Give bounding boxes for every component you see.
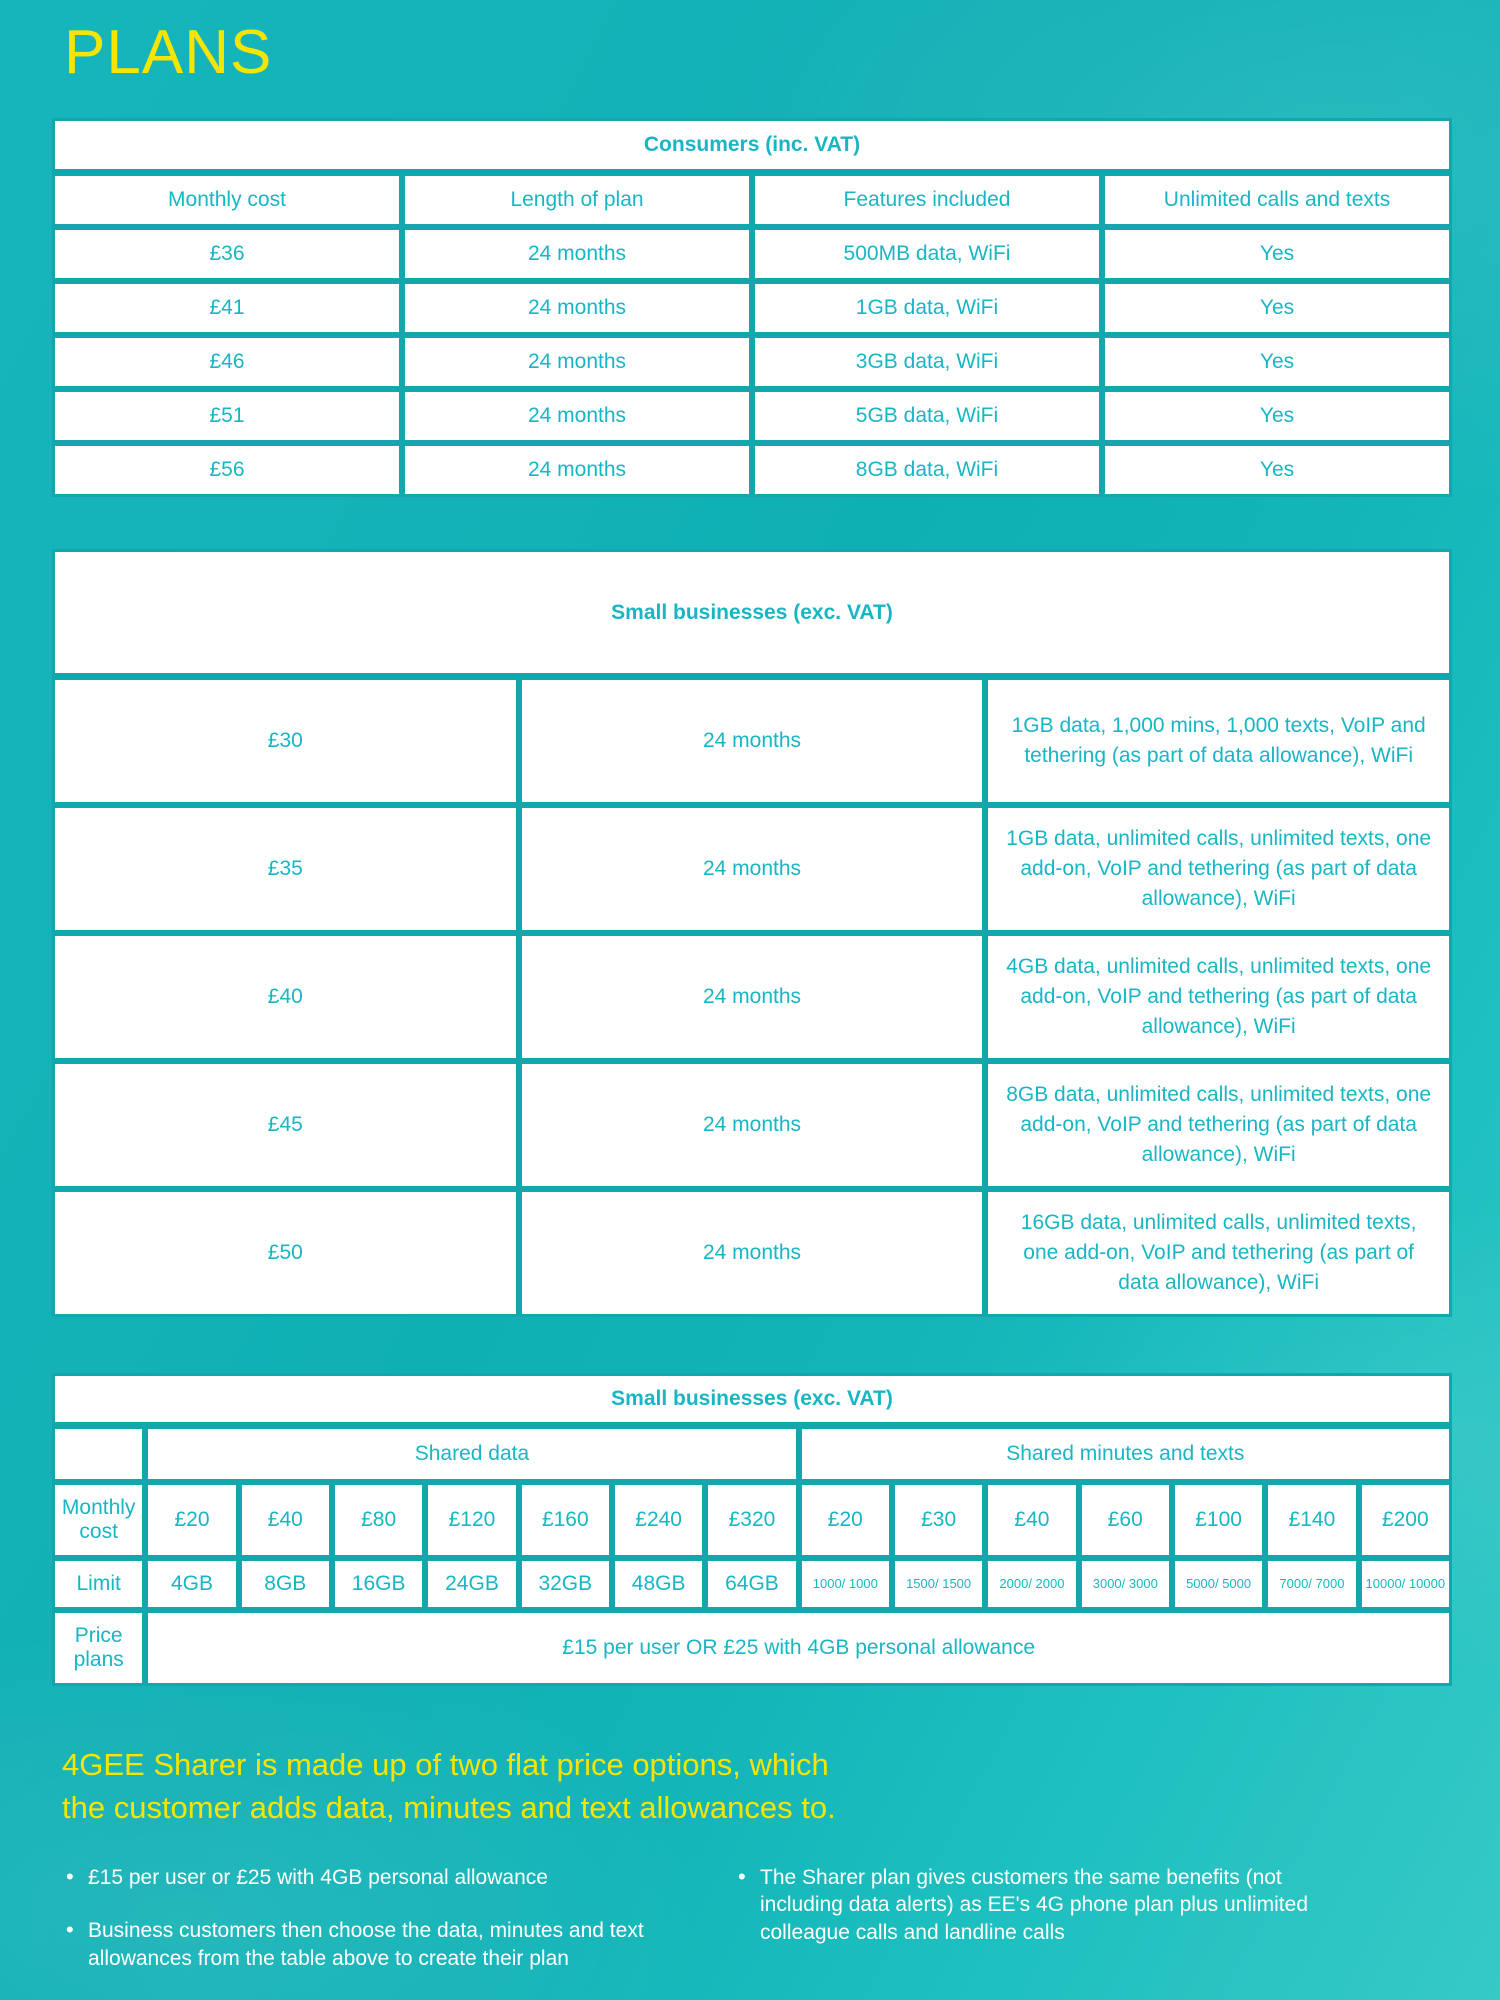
cell-shared-data-price: £320: [705, 1482, 798, 1558]
column-header-unlimited-calls-texts: Unlimited calls and texts: [1102, 173, 1452, 227]
table-header-row: [52, 173, 1452, 227]
list-item: • The Sharer plan gives customers the same benefits (not including data alerts) as EE's 4G phone plan plus unlimited colleague calls and landline calls: [734, 1864, 1334, 1948]
cell-monthly-cost: £46: [52, 335, 402, 389]
cell-shared-minutes-limit: 1500/ 1500: [892, 1558, 985, 1610]
cell-length-of-plan: 24 months: [402, 227, 752, 281]
cell-shared-minutes-limit: 10000/ 10000: [1359, 1558, 1452, 1610]
cell-shared-data-limit: 32GB: [519, 1558, 612, 1610]
cell-shared-data-price: £120: [425, 1482, 518, 1558]
cell-shared-minutes-price: £20: [799, 1482, 892, 1558]
cell-price-plans-value: £15 per user OR £25 with 4GB personal allowance: [145, 1610, 1452, 1686]
limit-row: [52, 1558, 1452, 1610]
cell-features-included: 8GB data, WiFi: [752, 443, 1102, 497]
cell-monthly-cost: £50: [52, 1189, 519, 1317]
consumers-table-caption: Consumers (inc. VAT): [52, 118, 1452, 173]
cell-monthly-cost: £56: [52, 443, 402, 497]
table-row: [52, 1189, 1452, 1317]
page-title: PLANS: [64, 18, 273, 87]
cell-length-of-plan: 24 months: [519, 1061, 986, 1189]
cell-monthly-cost: £35: [52, 805, 519, 933]
cell-shared-data-price: £160: [519, 1482, 612, 1558]
cell-shared-data-price: £40: [239, 1482, 332, 1558]
table-row: [52, 805, 1452, 933]
column-header-monthly-cost: Monthly cost: [52, 173, 402, 227]
cell-features-included: 4GB data, unlimited calls, unlimited texts, one add-on, VoIP and tethering (as part of data allowance), WiFi: [985, 933, 1452, 1061]
table-caption-row: [52, 549, 1452, 677]
cell-length-of-plan: 24 months: [519, 1189, 986, 1317]
cell-shared-minutes-limit: 1000/ 1000: [799, 1558, 892, 1610]
cell-unlimited-calls-texts: Yes: [1102, 227, 1452, 281]
cell-features-included: 1GB data, 1,000 mins, 1,000 texts, VoIP and tethering (as part of data allowance), WiFi: [985, 677, 1452, 805]
cell-shared-data-limit: 48GB: [612, 1558, 705, 1610]
cell-monthly-cost: £41: [52, 281, 402, 335]
cell-features-included: 1GB data, unlimited calls, unlimited texts, one add-on, VoIP and tethering (as part of data allowance), WiFi: [985, 805, 1452, 933]
cell-unlimited-calls-texts: Yes: [1102, 335, 1452, 389]
table-row: [52, 933, 1452, 1061]
cell-features-included: 16GB data, unlimited calls, unlimited texts, one add-on, VoIP and tethering (as part of data allowance), WiFi: [985, 1189, 1452, 1317]
table-row: [52, 281, 1452, 335]
cell-shared-minutes-limit: 2000/ 2000: [985, 1558, 1078, 1610]
cell-unlimited-calls-texts: Yes: [1102, 443, 1452, 497]
table-caption-row: [52, 1373, 1452, 1426]
table-row: [52, 443, 1452, 497]
sharer-grid-table: [52, 1373, 1452, 1686]
cell-unlimited-calls-texts: Yes: [1102, 281, 1452, 335]
row-label-monthly-cost: Monthly cost: [52, 1482, 145, 1558]
row-label-limit: Limit: [52, 1558, 145, 1610]
callout-line-2: the customer adds data, minutes and text allowances to.: [62, 1789, 836, 1825]
cell-shared-data-price: £20: [145, 1482, 238, 1558]
cell-monthly-cost: £45: [52, 1061, 519, 1189]
small-business-plans-table: [52, 549, 1452, 1317]
cell-length-of-plan: 24 months: [402, 281, 752, 335]
cell-shared-minutes-price: £30: [892, 1482, 985, 1558]
row-label-price-plans: Price plans: [52, 1610, 145, 1686]
bullet-column-left: [62, 1864, 662, 2000]
cell-shared-data-limit: 4GB: [145, 1558, 238, 1610]
cell-shared-minutes-limit: 7000/ 7000: [1265, 1558, 1358, 1610]
cell-shared-minutes-limit: 3000/ 3000: [1079, 1558, 1172, 1610]
cell-shared-minutes-price: £60: [1079, 1482, 1172, 1558]
cell-length-of-plan: 24 months: [402, 443, 752, 497]
cell-shared-data-limit: 8GB: [239, 1558, 332, 1610]
cell-monthly-cost: £30: [52, 677, 519, 805]
cell-shared-minutes-price: £100: [1172, 1482, 1265, 1558]
sharer-table-caption: Small businesses (exc. VAT): [52, 1373, 1452, 1426]
callout-line-1: 4GEE Sharer is made up of two flat price options, which: [62, 1747, 829, 1782]
cell-monthly-cost: £51: [52, 389, 402, 443]
column-header-length-of-plan: Length of plan: [402, 173, 752, 227]
cell-shared-data-price: £240: [612, 1482, 705, 1558]
cell-length-of-plan: 24 months: [519, 805, 986, 933]
cell-features-included: 3GB data, WiFi: [752, 335, 1102, 389]
table-row: [52, 677, 1452, 805]
cell-features-included: 500MB data, WiFi: [752, 227, 1102, 281]
group-header-row: [52, 1426, 1452, 1482]
cell-shared-data-limit: 64GB: [705, 1558, 798, 1610]
table-row: [52, 227, 1452, 281]
cell-shared-minutes-limit: 5000/ 5000: [1172, 1558, 1265, 1610]
monthly-cost-row: [52, 1482, 1452, 1558]
group-header-shared-minutes-texts: Shared minutes and texts: [799, 1426, 1452, 1482]
bullet-column-right: [734, 1864, 1334, 2000]
cell-shared-minutes-price: £140: [1265, 1482, 1358, 1558]
cell-length-of-plan: 24 months: [519, 677, 986, 805]
cell-monthly-cost: £40: [52, 933, 519, 1061]
table-row: [52, 1061, 1452, 1189]
price-plans-row: [52, 1610, 1452, 1686]
column-header-features-included: Features included: [752, 173, 1102, 227]
cell-length-of-plan: 24 months: [402, 335, 752, 389]
cell-shared-data-limit: 16GB: [332, 1558, 425, 1610]
callout-bullets: [52, 1864, 1448, 2000]
table-caption-row: [52, 118, 1452, 173]
cell-features-included: 1GB data, WiFi: [752, 281, 1102, 335]
cell-shared-data-price: £80: [332, 1482, 425, 1558]
list-item: • Business customers then choose the data, minutes and text allowances from the table above to create their plan: [62, 1917, 662, 1973]
group-header-shared-data: Shared data: [145, 1426, 798, 1482]
cell-monthly-cost: £36: [52, 227, 402, 281]
table-row: [52, 335, 1452, 389]
cell-unlimited-calls-texts: Yes: [1102, 389, 1452, 443]
list-item: • £15 per user or £25 with 4GB personal allowance: [62, 1864, 662, 1892]
cell-features-included: 8GB data, unlimited calls, unlimited texts, one add-on, VoIP and tethering (as part of data allowance), WiFi: [985, 1061, 1452, 1189]
small-business-table-caption: Small businesses (exc. VAT): [52, 549, 1452, 677]
consumers-plans-table: [52, 118, 1452, 497]
table-row: [52, 389, 1452, 443]
cell-length-of-plan: 24 months: [402, 389, 752, 443]
sharer-callout: [52, 1744, 1448, 1830]
cell-features-included: 5GB data, WiFi: [752, 389, 1102, 443]
cell-length-of-plan: 24 months: [519, 933, 986, 1061]
cell-shared-minutes-price: £40: [985, 1482, 1078, 1558]
cell-shared-minutes-price: £200: [1359, 1482, 1452, 1558]
cell-shared-data-limit: 24GB: [425, 1558, 518, 1610]
group-header-blank: [52, 1426, 145, 1482]
